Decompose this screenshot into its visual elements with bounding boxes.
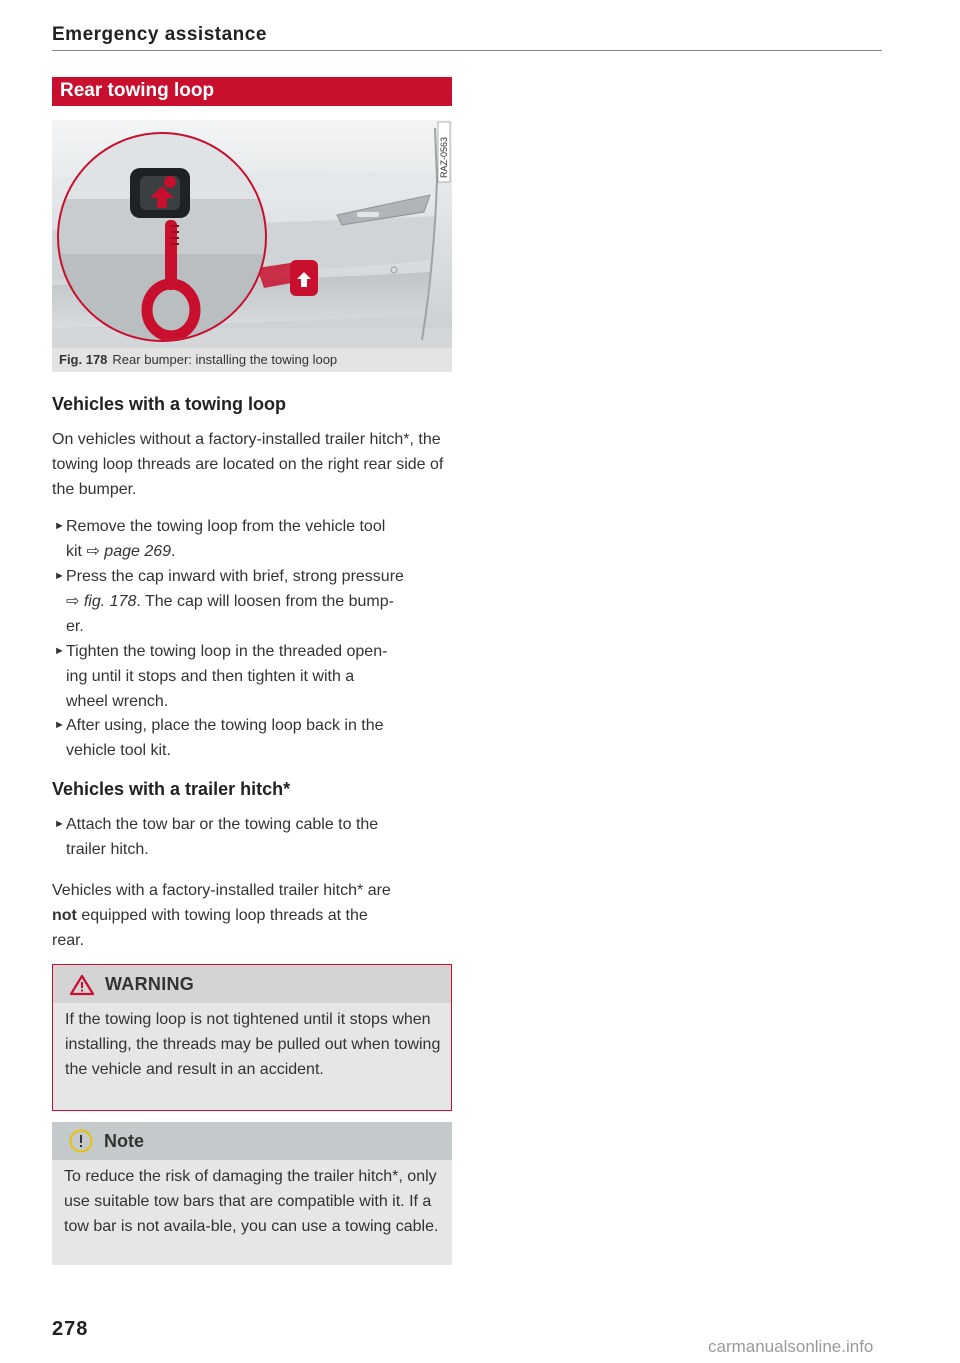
note-header (52, 1122, 452, 1160)
warning-label: WARNING (105, 974, 195, 994)
list-item-line: Remove the towing loop from the vehicle tool (66, 518, 386, 535)
paragraph-text: equipped with towing loop threads at the (76, 907, 368, 924)
paragraph-line: rear. (52, 932, 85, 949)
note-label: Note (104, 1131, 144, 1151)
list-item-line: er. (66, 618, 84, 635)
figure-number: Fig. 178 (59, 352, 108, 367)
list-item-text: . The cap will loosen from the bump- (136, 593, 394, 610)
list-item-line: Tighten the towing loop in the threaded open- (66, 643, 388, 660)
list-item-line: wheel wrench. (66, 693, 169, 710)
warning-triangle-icon (69, 974, 95, 996)
note-box (52, 1122, 452, 1265)
bullet-arrow-icon: ► (54, 570, 65, 582)
list-item (52, 639, 452, 714)
paragraph-line (52, 903, 452, 928)
section-title-bar (52, 77, 452, 106)
figure-caption (52, 348, 452, 372)
list-item-line: After using, place the towing loop back in the (66, 717, 384, 734)
heading-towing-loop: Vehicles with a towing loop (52, 394, 287, 414)
list-item (52, 812, 452, 862)
emphasis-not: not (52, 907, 77, 924)
list-item (52, 713, 452, 763)
bullet-arrow-icon: ► (54, 818, 65, 830)
heading-trailer-hitch: Vehicles with a trailer hitch* (52, 779, 291, 799)
list-item-text: kit (66, 543, 87, 560)
list-item-text: . (171, 543, 176, 560)
bullet-arrow-icon: ► (54, 520, 65, 532)
warning-box (52, 964, 452, 1111)
paragraph-line: Vehicles with a factory-installed trailer hitch* are (52, 882, 391, 899)
figure-code: RAZ-0563 (439, 136, 449, 178)
header-rule (52, 50, 882, 51)
page-number: 278 (52, 1318, 89, 1340)
list-item-line: ing until it stops and then tighten it with a (66, 668, 355, 685)
list-item (52, 564, 452, 639)
warning-header (53, 965, 451, 1003)
note-exclamation-icon (68, 1128, 94, 1154)
list-item (52, 514, 452, 564)
bullet-arrow-icon: ► (54, 719, 65, 731)
watermark: carmanualsonline.info (708, 1337, 874, 1356)
list-item-line: Press the cap inward with brief, strong pressure (66, 568, 404, 585)
figure-rear-bumper (52, 120, 452, 348)
running-header: Emergency assistance (52, 24, 267, 45)
list-item-line: trailer hitch. (66, 841, 149, 858)
trailer-hitch-paragraph (52, 878, 452, 953)
note-text: To reduce the risk of damaging the trailer hitch*, only use suitable tow bars that are compatible with it. If a tow bar is not availa-ble, you can use a towing cable. (64, 1168, 439, 1235)
list-item-line: Attach the tow bar or the towing cable to the (66, 816, 379, 833)
figure-caption-text: Rear bumper: installing the towing loop (112, 352, 338, 367)
figure-reference-link[interactable]: ⇨ fig. 178 (66, 593, 137, 610)
section-title: Rear towing loop (60, 80, 215, 101)
warning-text: If the towing loop is not tightened until it stops when installing, the threads may be pulled out when towing the vehicle and result in an accident. (65, 1011, 441, 1078)
list-item-line (66, 589, 452, 614)
page-reference-link[interactable]: ⇨ page 269 (86, 543, 172, 560)
list-item-line (66, 539, 452, 564)
intro-paragraph: On vehicles without a factory-installed trailer hitch*, the towing loop threads are located on the right rear side of the bumper. (52, 431, 444, 498)
bullet-arrow-icon: ► (54, 645, 65, 657)
list-item-line: vehicle tool kit. (66, 742, 171, 759)
rear-bumper-illustration (52, 120, 452, 348)
